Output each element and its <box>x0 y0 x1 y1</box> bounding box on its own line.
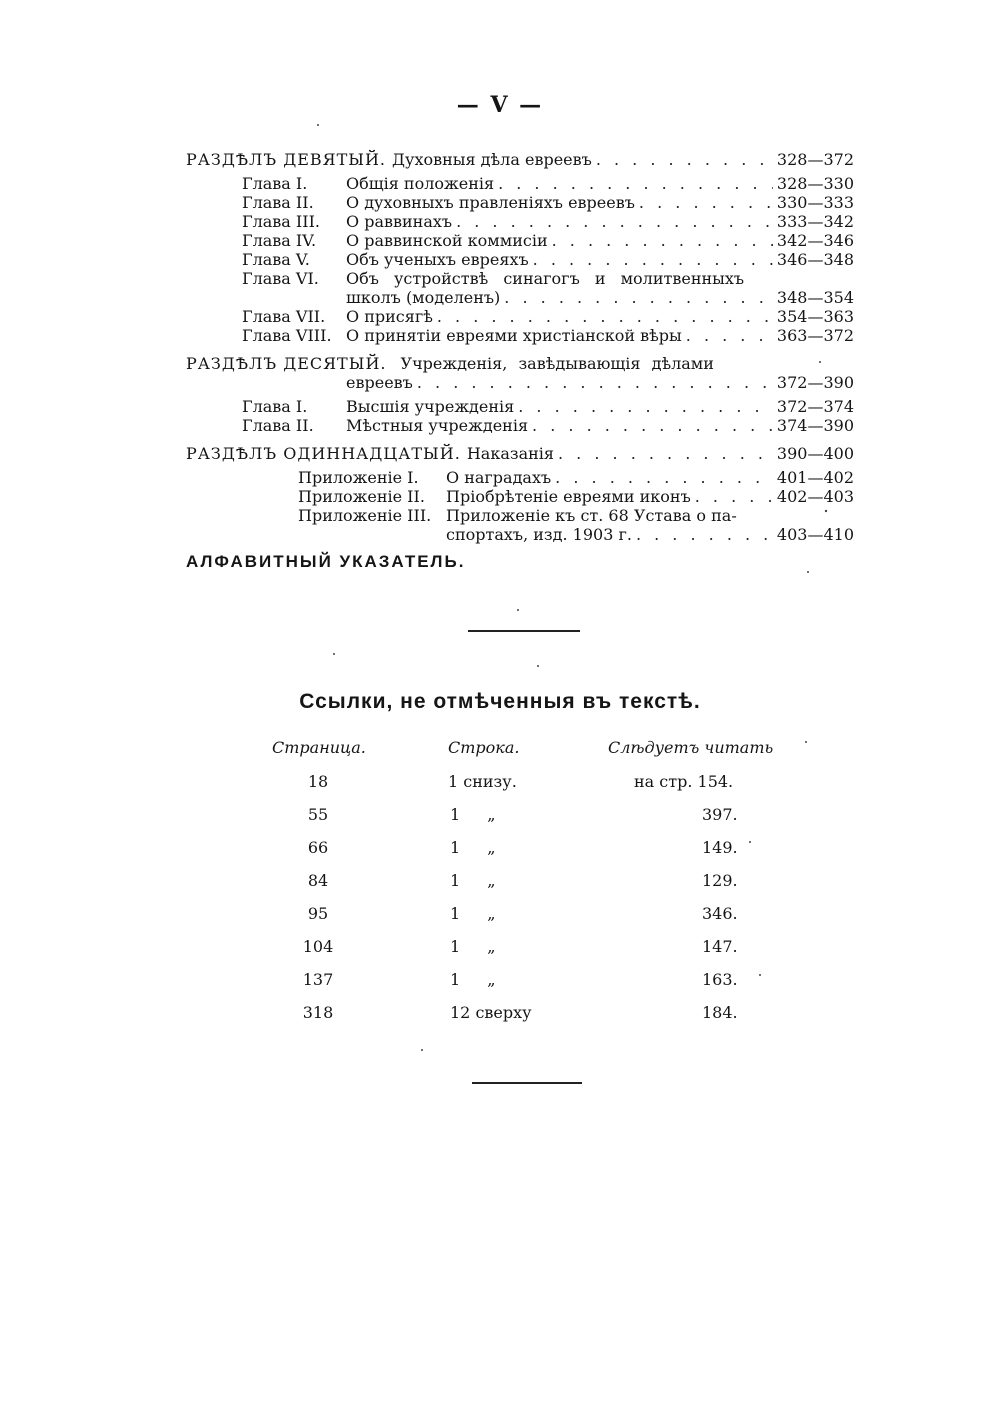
errata-cell-read: 149. <box>702 838 738 857</box>
speck <box>517 609 519 611</box>
chapter-label: Глава V. <box>242 250 310 269</box>
chapter-title: О раввинской коммисіи <box>346 231 548 250</box>
errata-cell-page: 104 <box>302 937 334 956</box>
chapter-title: Мѣстныя учрежденія <box>346 416 529 435</box>
chapter-title: О присягѣ <box>346 307 433 326</box>
speck <box>749 841 751 843</box>
chapter-label: Глава VII. <box>242 307 326 326</box>
section-label: РАЗДѢЛЪ ДЕСЯТЫЙ. <box>186 354 387 373</box>
speck <box>421 1049 423 1051</box>
errata-cell-read: 129. <box>702 871 738 890</box>
errata-cell-page: 84 <box>307 871 329 890</box>
chapter-label: Глава I. <box>242 174 308 193</box>
errata-header-read: Слѣдуетъ читать <box>608 738 774 757</box>
page-range: 401—402 <box>776 468 854 487</box>
page-range: 328—330 <box>776 174 854 193</box>
errata-header-page: Страница. <box>272 738 366 757</box>
alphabetical-index-heading: АЛФАВИТНЫЙ УКАЗАТЕЛЬ. <box>186 552 466 571</box>
running-head: — V — <box>456 92 544 118</box>
chapter-title-cont: школъ (моделенъ) <box>346 288 501 307</box>
page-range: 333—342 <box>776 212 854 231</box>
chapter-title: Объ ученыхъ евреяхъ <box>346 250 529 269</box>
speck <box>759 974 761 976</box>
chapter-title: О раввинахъ <box>346 212 453 231</box>
errata-cell-page: 95 <box>307 904 329 923</box>
speck <box>807 571 809 573</box>
page-range: 363—372 <box>776 326 854 345</box>
chapter-title: О принятіи евреями христіанской вѣры <box>346 326 682 345</box>
errata-cell-read: 346. <box>702 904 738 923</box>
errata-cell-read: 163. <box>702 970 738 989</box>
errata-cell-line: 1 „ <box>450 937 496 956</box>
chapter-title: Объ устройствѣ синагогъ и молитвенныхъ <box>346 269 745 288</box>
appendix-label: Приложеніе III. <box>298 506 432 525</box>
appendix-label: Приложеніе I. <box>298 468 419 487</box>
page-range: 403—410 <box>776 525 854 544</box>
page-range: 354—363 <box>776 307 854 326</box>
errata-cell-line: 1 „ <box>450 805 496 824</box>
errata-title: Ссылки, не отмѣченныя въ текстѣ. <box>299 690 701 713</box>
errata-cell-page: 18 <box>307 772 329 791</box>
errata-cell-read: 184. <box>702 1003 738 1022</box>
chapter-label: Глава VI. <box>242 269 319 288</box>
errata-cell-read: 397. <box>702 805 738 824</box>
chapter-label: Глава III. <box>242 212 320 231</box>
chapter-title: Общія положенія <box>346 174 495 193</box>
page-range: 348—354 <box>776 288 854 307</box>
appendix-label: Приложеніе II. <box>298 487 425 506</box>
chapter-title: Высшія учрежденія <box>346 397 515 416</box>
appendix-title: Приложеніе къ ст. 68 Устава о па- <box>446 506 737 525</box>
errata-cell-line: 1 „ <box>450 838 496 857</box>
page-range: 346—348 <box>776 250 854 269</box>
section-title: Учрежденія, завѣдывающія дѣлами <box>400 354 714 373</box>
page-range: 372—390 <box>776 373 854 392</box>
errata-cell-line: 1 „ <box>450 970 496 989</box>
errata-cell-line: 12 сверху <box>450 1003 532 1022</box>
section-title: Наказанія <box>466 444 554 463</box>
speck <box>805 741 807 743</box>
errata-cell-page: 318 <box>302 1003 334 1022</box>
speck <box>819 361 821 363</box>
speck <box>317 124 319 126</box>
speck <box>333 653 335 655</box>
chapter-label: Глава II. <box>242 416 314 435</box>
speck <box>825 510 827 512</box>
speck <box>537 665 539 667</box>
errata-header-line: Строка. <box>448 738 520 757</box>
errata-cell-page: 55 <box>307 805 329 824</box>
errata-cell-line: 1 „ <box>450 871 496 890</box>
section-title: Духовныя дѣла евреевъ <box>392 150 592 169</box>
errata-cell-read: на стр. 154. <box>634 772 734 791</box>
page-range: 402—403 <box>776 487 854 506</box>
chapter-label: Глава I. <box>242 397 308 416</box>
page-range: 374—390 <box>776 416 854 435</box>
chapter-label: Глава IV. <box>242 231 317 250</box>
errata-cell-line: 1 снизу. <box>448 772 517 791</box>
appendix-title: О наградахъ <box>446 468 552 487</box>
errata-cell-page: 66 <box>307 838 329 857</box>
section-label: РАЗДѢЛЪ ДЕВЯТЫЙ. <box>186 150 387 169</box>
errata-cell-page: 137 <box>302 970 334 989</box>
page-range: 342—346 <box>776 231 854 250</box>
page-range: 330—333 <box>776 193 854 212</box>
chapter-label: Глава VIII. <box>242 326 332 345</box>
section-label: РАЗДѢЛЪ ОДИННАДЦАТЫЙ. <box>186 444 461 463</box>
chapter-title: О духовныхъ правленіяхъ евреевъ <box>346 193 635 212</box>
errata-cell-read: 147. <box>702 937 738 956</box>
appendix-title-cont: спортахъ, изд. 1903 г. <box>446 525 632 544</box>
section-title-cont: евреевъ <box>346 373 413 392</box>
errata-cell-line: 1 „ <box>450 904 496 923</box>
chapter-label: Глава II. <box>242 193 314 212</box>
page-range: 390—400 <box>776 444 854 463</box>
page-range: 372—374 <box>776 397 854 416</box>
appendix-title: Пріобрѣтеніе евреями иконъ <box>446 487 691 506</box>
page-range: 328—372 <box>776 150 854 169</box>
